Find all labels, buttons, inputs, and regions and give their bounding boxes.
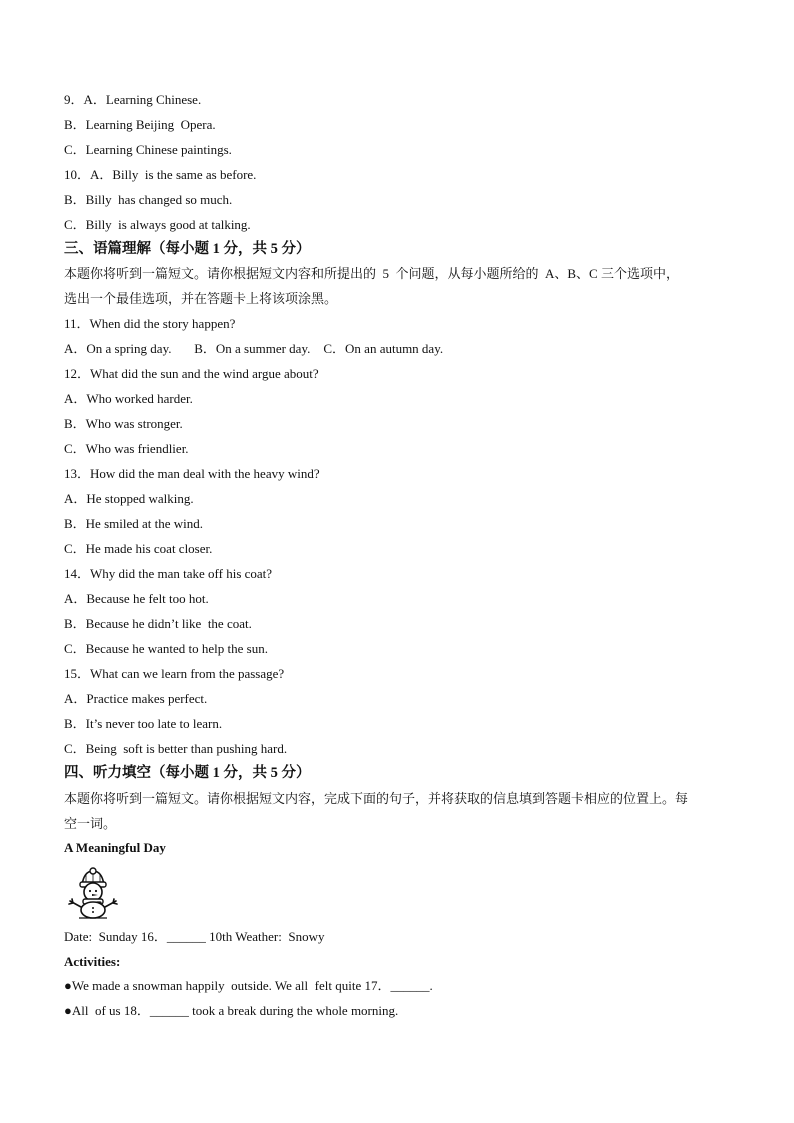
q13-option-a: A．He stopped walking. bbox=[64, 491, 194, 506]
q12-option-b: B．Who was stronger. bbox=[64, 416, 183, 431]
q9-option-a: 9．A．Learning Chinese. bbox=[64, 92, 202, 107]
q12-question: 12．What did the sun and the wind argue about? bbox=[64, 366, 319, 381]
q10-option-c: C．Billy is always good at talking. bbox=[64, 217, 251, 232]
snowman-icon bbox=[62, 867, 124, 919]
q12-option-c: C．Who was friendlier. bbox=[64, 441, 189, 456]
q14-option-a: A．Because he felt too hot. bbox=[64, 591, 209, 606]
section-4-instruction-line-1: 本题你将听到一篇短文。请你根据短文内容，完成下面的句子，并将获取的信息填到答题卡相应的位置上。每 bbox=[64, 791, 689, 806]
q13-question: 13．How did the man deal with the heavy wind? bbox=[64, 466, 320, 481]
q14-option-c: C．Because he wanted to help the sun. bbox=[64, 641, 268, 656]
q13-option-c: C．He made his coat closer. bbox=[64, 541, 213, 556]
q15-option-a: A．Practice makes perfect. bbox=[64, 691, 208, 706]
q14-question: 14．Why did the man take off his coat? bbox=[64, 566, 273, 581]
section-3-instruction-line-1: 本题你将听到一篇短文。请你根据短文内容和所提出的 5 个问题，从每小题所给的 A、B、C 三个选项中， bbox=[64, 266, 679, 281]
activity-item-2: ●All of us 18．______ took a break during the whole morning. bbox=[64, 1003, 399, 1018]
q9-option-b: B．Learning Beijing Opera. bbox=[64, 117, 216, 132]
q15-option-b: B．It’s never too late to learn. bbox=[64, 716, 223, 731]
section-3-heading: 三、语篇理解（每小题 1 分，共 5 分） bbox=[64, 241, 311, 257]
q10-option-b: B．Billy has changed so much. bbox=[64, 192, 233, 207]
q15-question: 15．What can we learn from the passage? bbox=[64, 666, 285, 681]
q11-question: 11．When did the story happen? bbox=[64, 316, 236, 331]
q10-option-a: 10．A．Billy is the same as before. bbox=[64, 167, 257, 182]
q14-option-b: B．Because he didn’t like the coat. bbox=[64, 616, 252, 631]
activity-item-1: ●We made a snowman happily outside. We all felt quite 17．______. bbox=[64, 978, 433, 993]
passage-title: A Meaningful Day bbox=[64, 840, 166, 855]
date-weather-line: Date: Sunday 16．______ 10th Weather: Snowy bbox=[64, 929, 325, 944]
q15-option-c: C．Being soft is better than pushing hard. bbox=[64, 741, 288, 756]
q11-options: A．On a spring day. B．On a summer day. C．On an autumn day. bbox=[64, 341, 444, 356]
q12-option-a: A．Who worked harder. bbox=[64, 391, 193, 406]
activities-label: Activities: bbox=[64, 954, 121, 969]
section-4-instruction-line-2: 空一词。 bbox=[64, 816, 117, 831]
section-4-heading: 四、听力填空（每小题 1 分，共 5 分） bbox=[64, 765, 311, 781]
section-3-instruction-line-2: 选出一个最佳选项，并在答题卡上将该项涂黑。 bbox=[64, 291, 338, 306]
q9-option-c: C．Learning Chinese paintings. bbox=[64, 142, 232, 157]
q13-option-b: B．He smiled at the wind. bbox=[64, 516, 204, 531]
